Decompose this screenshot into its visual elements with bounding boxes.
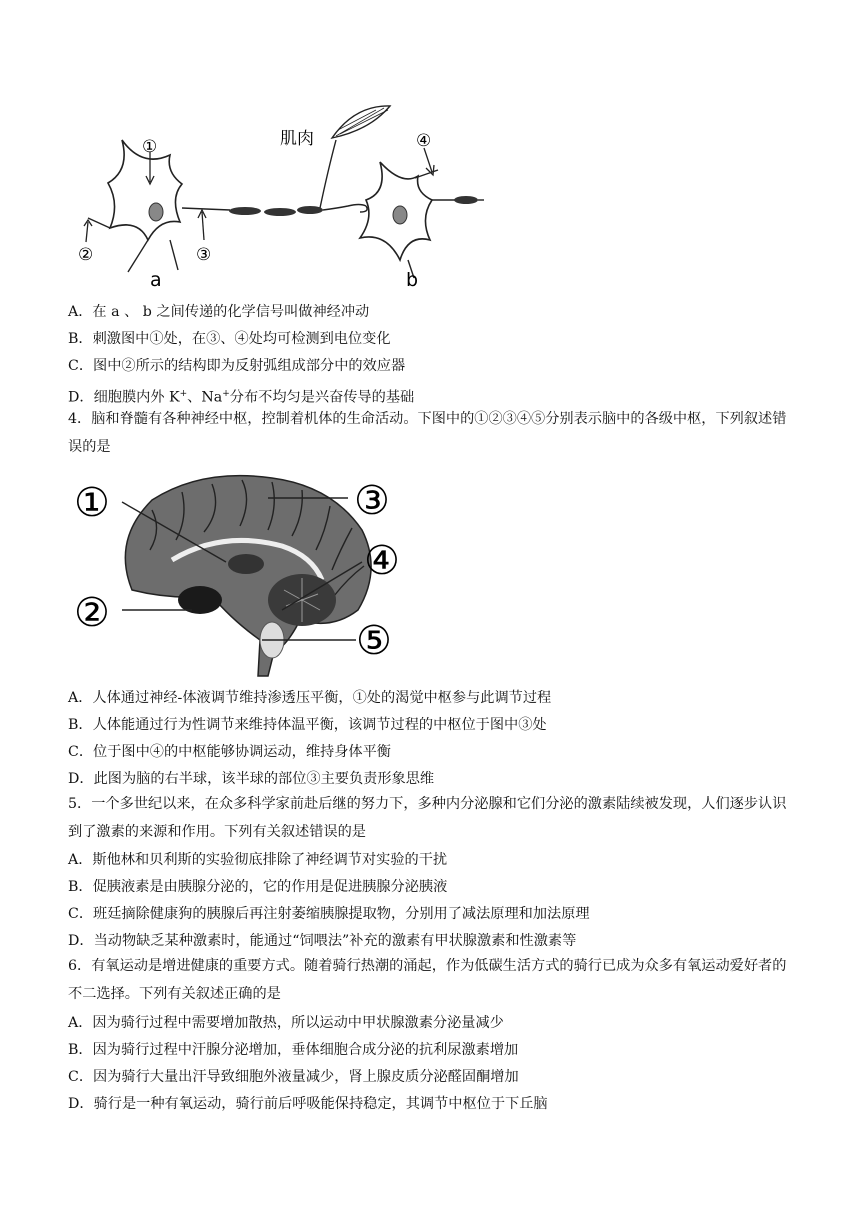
q5-option-b: B．促胰液素是由胰腺分泌的，它的作用是促进胰腺分泌胰液: [68, 879, 448, 895]
question-4-stem: 4．脑和脊髓有各种神经中枢，控制着机体的生命活动。下图中的①②③④⑤分别表示脑中的各级中枢，下列叙述错误的是: [68, 411, 787, 455]
label-b: b: [406, 269, 419, 291]
neuron-diagram: [70, 100, 490, 295]
label-a: a: [150, 269, 162, 291]
q4-option-a: A．人体通过神经-体液调节维持渗透压平衡，①处的渴觉中枢参与此调节过程: [68, 690, 552, 706]
q4-option-d: D．此图为脑的右半球，该半球的部位③主要负责形象思维: [68, 771, 435, 787]
label-2: ②: [78, 245, 94, 265]
brain-label-3: ③: [354, 478, 390, 524]
q4-option-c: C．位于图中④的中枢能够协调运动，维持身体平衡: [68, 744, 391, 760]
superscript-plus: +: [222, 389, 230, 399]
label-muscle: 肌肉: [280, 129, 314, 149]
option-d-part3: 分布不均匀是兴奋传导的基础: [229, 389, 415, 406]
label-1: ①: [142, 137, 158, 157]
q6-option-d: D．骑行是一种有氧运动，骑行前后呼吸能保持稳定，其调节中枢位于下丘脑: [68, 1096, 548, 1112]
q6-option-c: C．因为骑行大量出汗导致细胞外液量减少，肾上腺皮质分泌醛固酮增加: [68, 1069, 519, 1085]
question-6-stem: 6．有氧运动是增进健康的重要方式。随着骑行热潮的涌起，作为低碳生活方式的骑行已成为众多有氧运动爱好者的不二选择。下列有关叙述正确的是: [68, 958, 787, 1002]
question-5-stem: 5．一个多世纪以来，在众多科学家前赴后继的努力下，多种内分泌腺和它们分泌的激素陆续被发现，人们逐步认识到了激素的来源和作用。下列有关叙述错误的是: [68, 796, 787, 840]
q5-option-d: D．当动物缺乏某种激素时，能通过“饲喂法”补充的激素有甲状腺激素和性激素等: [68, 933, 577, 949]
brain-label-4: ④: [364, 538, 400, 584]
brain-diagram: [72, 470, 402, 680]
q5-option-a: A．斯他林和贝利斯的实验彻底排除了神经调节对实验的干扰: [68, 852, 448, 868]
brain-label-2: ②: [74, 590, 110, 636]
option-d-part2: 、Na: [187, 389, 223, 406]
option-b: B．刺激图中①处，在③、④处均可检测到电位变化: [68, 331, 391, 347]
option-a: A．在 a 、 b 之间传递的化学信号叫做神经冲动: [68, 304, 370, 320]
q6-option-a: A．因为骑行过程中需要增加散热，所以运动中甲状腺激素分泌量减少: [68, 1015, 504, 1031]
q5-option-c: C．班廷摘除健康狗的胰腺后再注射萎缩胰腺提取物，分别用了减法原理和加法原理: [68, 906, 590, 922]
label-3: ③: [196, 245, 212, 265]
option-d-part1: D．细胞膜内外 K: [68, 389, 180, 406]
superscript-plus: +: [179, 389, 188, 399]
option-c: C．图中②所示的结构即为反射弧组成部分中的效应器: [68, 358, 406, 374]
label-4: ④: [416, 131, 432, 151]
q4-option-b: B．人体能通过行为性调节来维持体温平衡，该调节过程的中枢位于图中③处: [68, 717, 547, 733]
brain-label-5: ⑤: [356, 618, 392, 664]
q6-option-b: B．因为骑行过程中汗腺分泌增加，垂体细胞合成分泌的抗利尿激素增加: [68, 1042, 519, 1058]
brain-label-1: ①: [74, 480, 110, 526]
